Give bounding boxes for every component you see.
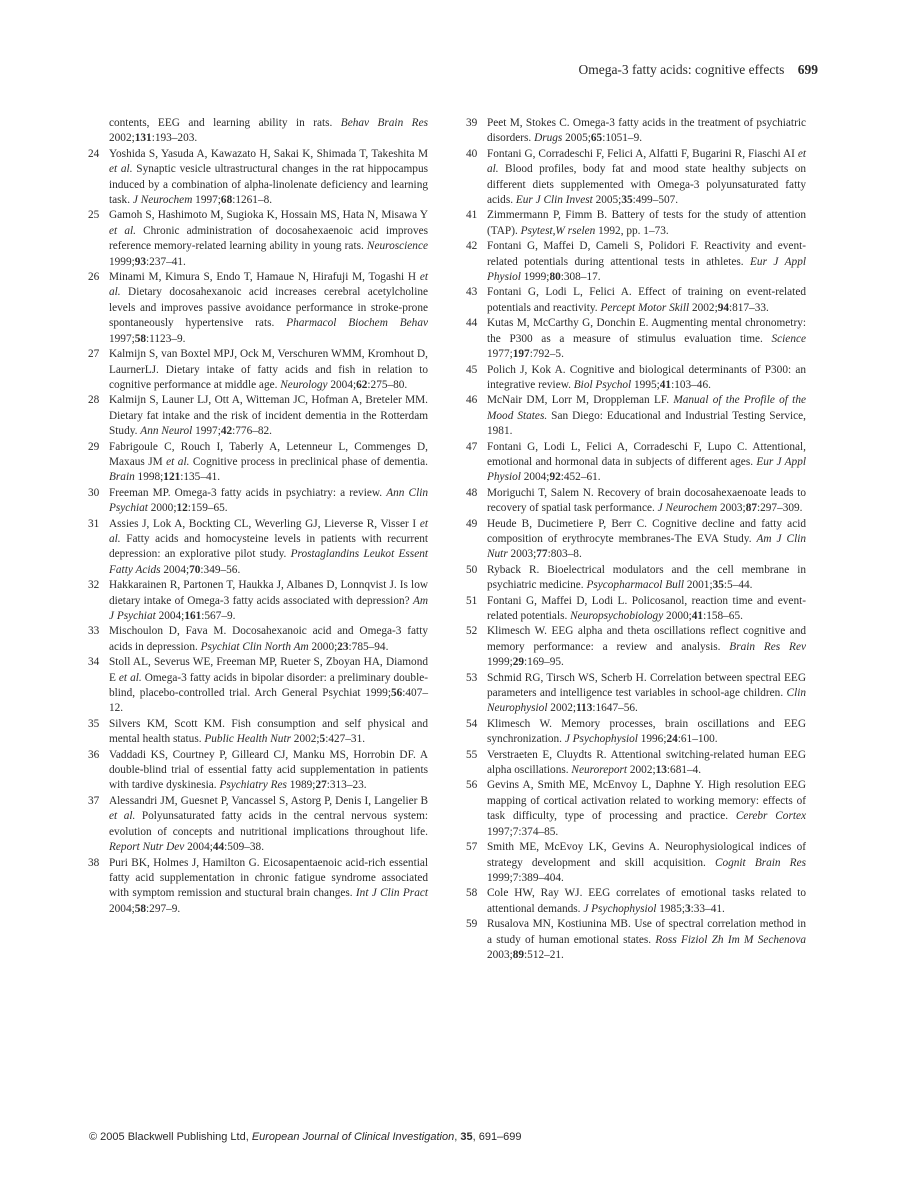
bold-volume: 70: [189, 563, 201, 576]
text-run: ,: [454, 1131, 461, 1143]
reference-number: 24: [88, 147, 100, 160]
reference-entry: [88, 440, 428, 486]
text-run: 2001;: [684, 579, 713, 592]
bold-volume: 58: [134, 902, 147, 915]
italic-text: Psytest,W rselen: [520, 224, 596, 237]
bold-volume: 56: [390, 687, 403, 700]
italic-text: Eur J Appl Physiol: [487, 455, 806, 484]
reference-number: 57: [466, 841, 478, 854]
text-run: 2003;: [507, 548, 537, 561]
italic-text: Pharmacol Biochem Behav: [286, 317, 428, 330]
text-run: :817–33.: [729, 301, 769, 314]
text-run: Schmid RG, Tirsch WS, Scherb H. Correlation between spectral EEG parameters and intelligence test variables in school-age children.: [487, 671, 806, 700]
text-run: San Diego: Educational and Industrial Testing Service, 1981.: [487, 409, 806, 438]
text-run: :1647–56.: [592, 702, 638, 715]
text-run: 2004;: [155, 610, 185, 622]
italic-text: Behav Brain Res: [340, 117, 428, 129]
italic-text: Brain Res Rev: [729, 640, 806, 653]
text-run: 2004;: [327, 378, 357, 391]
reference-number: 43: [466, 286, 478, 299]
italic-text: Drugs: [534, 132, 563, 145]
bold-volume: 23: [337, 640, 349, 653]
bold-volume: 94: [717, 301, 730, 314]
text-run: 2000;: [147, 502, 177, 515]
italic-text: European Journal of Clinical Investigation: [251, 1131, 455, 1143]
text-run: :681–4.: [666, 764, 702, 777]
copyright-footer: [89, 1131, 522, 1143]
text-run: 2005;: [562, 132, 591, 145]
text-run: :33–41.: [690, 902, 725, 915]
text-run: Klimesch W. EEG alpha and theta oscillations reflect cognitive and memory performance: a review and analysis.: [487, 625, 806, 653]
reference-number: 29: [88, 440, 100, 453]
text-run: :776–82.: [232, 425, 272, 438]
text-run: Fontani G, Lodi L, Felici A. Effect of training on event-related potentials and reactivity.: [487, 286, 806, 314]
reference-entry: [466, 563, 806, 594]
reference-entry: [88, 624, 428, 655]
italic-text: Neuropsychobiology: [570, 610, 664, 622]
text-run: Smith ME, McEvoy LK, Gevins A. Neurophysiological indices of strategy development and skill acquisition.: [487, 841, 806, 869]
text-run: :567–9.: [201, 610, 236, 622]
bold-volume: 41: [659, 378, 672, 391]
italic-text: et al.: [487, 147, 806, 176]
running-title: Omega-3 fatty acids: cognitive effects: [578, 62, 785, 77]
text-run: Heude B, Ducimetiere P, Berr C. Cognitive decline and fatty acid composition of erythrocyte membranes-The EVA Study.: [487, 517, 806, 545]
italic-text: Manual of the Profile of the Mood States.: [487, 394, 806, 422]
italic-text: Am J Clin Nutr: [487, 532, 807, 561]
reference-number: 31: [88, 517, 100, 530]
text-run: 2004;: [109, 902, 135, 915]
text-run: 2000;: [308, 640, 338, 653]
reference-entry: [466, 778, 806, 840]
text-run: :427–31.: [325, 733, 366, 746]
text-run: 1995;: [631, 378, 660, 391]
reference-entry: [466, 517, 806, 563]
italic-text: Eur J Clin Invest: [515, 194, 593, 207]
text-run: 2002;: [689, 301, 718, 314]
text-run: Puri BK, Holmes J, Hamilton G. Eicosapentaenoic acid-rich essential fatty acid supplementation in chronic fatigue syndrome associated with symptom remission and stuctural brain changes.: [109, 856, 428, 900]
text-run: :237–41.: [146, 255, 186, 268]
text-run: 2000;: [663, 610, 692, 622]
page-number: 699: [797, 62, 818, 77]
text-run: Rusalova MN, Kostiunina MB. Use of spectral correlation method in a study of human emotional states.: [487, 918, 806, 946]
text-run: Yoshida S, Yasuda A, Kawazato H, Sakai K, Shimada T, Takeshita M: [109, 147, 428, 160]
italic-text: Cognit Brain Res: [714, 856, 806, 869]
text-run: :308–17.: [560, 271, 601, 284]
reference-entry: [466, 116, 806, 147]
bold-volume: 35: [712, 579, 724, 592]
text-run: 1997;: [192, 425, 221, 438]
text-run: Ryback R. Bioelectrical modulators and the cell membrane in psychiatric medicine.: [487, 563, 806, 592]
text-run: :5–44.: [723, 579, 753, 592]
reference-entry: [88, 208, 428, 270]
bold-volume: 92: [549, 471, 561, 484]
reference-number: 58: [466, 887, 478, 900]
bold-volume: 5: [319, 733, 326, 746]
text-run: Fontani G, Maffei D, Lodi L. Policosanol, reaction time and event-related potentials.: [487, 594, 806, 622]
text-run: :61–100.: [677, 733, 718, 746]
reference-entry: [88, 517, 428, 579]
reference-entry: [88, 856, 428, 918]
reference-entry: [466, 624, 806, 670]
text-run: Dietary docosahexanoic acid increases cerebral acetylcholine levels and improves passive avoidance performance in stroke-prone spontaneously hypertensive rats.: [109, 286, 428, 330]
reference-entry: [466, 671, 806, 717]
bold-volume: 62: [356, 378, 368, 391]
text-run: Polich J, Kok A. Cognitive and biological determinants of P300: an integrative review.: [487, 363, 806, 391]
text-run: :785–94.: [348, 640, 389, 653]
text-run: 1998;: [134, 471, 164, 484]
reference-entry: [88, 147, 428, 209]
italic-text: et al.: [166, 455, 190, 468]
reference-number: 46: [466, 394, 478, 407]
italic-text: J Psychophysiol: [583, 902, 657, 915]
text-run: :509–38.: [224, 841, 265, 854]
reference-number: 49: [466, 517, 478, 530]
bold-volume: 121: [163, 471, 181, 484]
text-run: :297–309.: [757, 502, 803, 515]
text-run: 1992, pp. 1–73.: [595, 224, 669, 237]
reference-number: 36: [88, 748, 100, 761]
reference-number: 30: [88, 486, 100, 499]
bold-volume: 87: [745, 502, 757, 515]
reference-number: 39: [466, 117, 478, 129]
italic-text: J Neurochem: [657, 502, 718, 515]
bold-volume: 35: [460, 1131, 473, 1143]
text-run: 1996;: [637, 733, 667, 746]
bold-volume: 113: [576, 702, 593, 715]
text-run: Polyunsaturated fatty acids in the central nervous system: evolution of concepts and nutritional implications throughout life.: [109, 810, 428, 838]
reference-number: 27: [88, 348, 100, 361]
text-run: 1997;: [109, 332, 135, 345]
text-run: :169–95.: [524, 656, 564, 669]
reference-number: 26: [88, 271, 100, 284]
reference-number: 38: [88, 856, 100, 869]
text-run: 2004;: [520, 471, 550, 484]
text-run: :275–80.: [367, 378, 408, 391]
text-run: 1999;7:389–404.: [487, 871, 564, 884]
italic-text: et al.: [109, 224, 136, 237]
text-run: Moriguchi T, Salem N. Recovery of brain docosahexaenoate leads to recovery of spatial task performance.: [487, 486, 806, 515]
text-run: Kalmijn S, Launer LJ, Ott A, Witteman JC, Hofman A, Breteler MM. Dietary fat intake and the risk of incident dementia in the Rotterdam Study.: [109, 394, 428, 438]
reference-number: 34: [88, 656, 100, 669]
text-run: Gamoh S, Hashimoto M, Sugioka K, Hossain MS, Hata N, Misawa Y: [109, 209, 428, 222]
text-run: Klimesch W. Memory processes, brain oscillations and EEG synchronization.: [487, 717, 806, 746]
italic-text: Public Health Nutr: [204, 733, 291, 746]
reference-list-left-column: [88, 116, 428, 917]
italic-text: et al.: [109, 163, 133, 176]
text-run: Fabrigoule C, Rouch I, Taberly A, Letenneur L, Commenges D, Maxaus JM: [109, 440, 428, 468]
text-run: 1997;: [192, 194, 221, 207]
reference-number: 45: [466, 363, 478, 376]
reference-entry: [88, 393, 428, 439]
text-run: Fontani G, Lodi L, Felici A, Corradeschi F, Lupo C. Attentional, emotional and hormonal data in subjects of different ages.: [487, 440, 806, 468]
bold-volume: 42: [220, 425, 233, 438]
text-run: Gevins A, Smith ME, McEnvoy L, Daphne Y. High resolution EEG mapping of cortical activation related to working memory: effects of task difficulty, type of processing and practice.: [487, 779, 806, 823]
text-run: :158–65.: [703, 610, 743, 622]
bold-volume: 44: [212, 841, 225, 854]
reference-entry: [466, 440, 806, 486]
reference-entry: [466, 393, 806, 439]
text-run: 1999;: [109, 255, 135, 268]
text-run: Synaptic vesicle ultrastructural changes in the rat hippocampus induced by a combination of alpha-linolenate deficiency and learning task.: [109, 163, 428, 207]
reference-entry: [88, 794, 428, 856]
text-run: 1977;: [487, 348, 513, 361]
text-run: :803–8.: [547, 548, 582, 561]
bold-volume: 3: [684, 902, 691, 915]
reference-entry: [466, 239, 806, 285]
reference-number: 35: [88, 717, 100, 730]
text-run: 1999;: [487, 656, 513, 669]
text-run: 2002;: [109, 132, 135, 145]
italic-text: Report Nutr Dev: [109, 841, 185, 854]
text-run: 2003;: [487, 948, 513, 961]
text-run: 1999;: [520, 271, 550, 284]
italic-text: Ann Clin Psychiat: [109, 486, 429, 515]
text-run: 2002;: [547, 702, 577, 715]
text-run: Omega-3 fatty acids in bipolar disorder: a preliminary double-blind, placebo-controlled trial. Arch General Psychiat 1999;: [109, 671, 428, 700]
italic-text: Psychiatry Res: [219, 779, 287, 792]
reference-entry: [88, 347, 428, 393]
italic-text: Neuroscience: [366, 240, 428, 253]
reference-number: 41: [466, 209, 478, 222]
reference-number: 48: [466, 486, 478, 499]
reference-number: 52: [466, 625, 478, 638]
reference-number: 53: [466, 671, 478, 684]
italic-text: Am J Psychiat: [109, 594, 428, 622]
bold-volume: 80: [549, 271, 561, 284]
bold-volume: 13: [655, 764, 667, 777]
bold-volume: 77: [536, 548, 548, 561]
reference-number: 40: [466, 147, 478, 160]
reference-entry: [88, 748, 428, 794]
text-run: :135–41.: [180, 471, 221, 484]
text-run: Cole HW, Ray WJ. EEG correlates of emotional tasks related to attentional demands.: [487, 887, 806, 915]
text-run: Kalmijn S, van Boxtel MPJ, Ock M, Verschuren WMM, Kromhout D, LaurnerLJ. Dietary intake of fatty acids and fish in relation to cognitive performance at middle age.: [109, 348, 428, 391]
text-run: Kutas M, McCarthy G, Donchin E. Augmenting mental chronometry: the P300 as a measure of stimulus evaluation time.: [487, 317, 806, 345]
text-run: 1989;: [286, 779, 316, 792]
reference-entry: [466, 748, 806, 779]
text-run: , 691–699: [472, 1131, 522, 1143]
reference-entry: [466, 486, 806, 517]
text-run: Fontani G, Corradeschi F, Felici A, Alfatti F, Bugarini R, Fiaschi AI: [487, 147, 798, 160]
text-run: :159–65.: [187, 502, 228, 515]
text-run: Mischoulon D, Fava M. Docosahexanoic acid and Omega-3 fatty acids in depression.: [109, 625, 428, 653]
reference-number: 33: [88, 625, 100, 638]
text-run: Hakkarainen R, Partonen T, Haukka J, Albanes D, Lonnqvist J. Is low dietary intake of Omega-3 fatty acids associated with depression?: [109, 579, 428, 607]
italic-text: et al.: [109, 271, 428, 299]
bold-volume: 131: [134, 132, 152, 145]
text-run: © 2005 Blackwell Publishing Ltd,: [89, 1131, 252, 1143]
bold-volume: 41: [691, 610, 704, 622]
text-run: :1123–9.: [146, 332, 186, 345]
reference-number: 44: [466, 317, 478, 330]
italic-text: Eur J Appl Physiol: [487, 255, 806, 284]
reference-number: 56: [466, 779, 478, 792]
text-run: :313–23.: [326, 779, 367, 792]
text-run: :103–46.: [671, 378, 711, 391]
reference-number: 54: [466, 717, 478, 730]
text-run: Blood profiles, body fat and mood state healthy subjects on different diets supplemented with Omega-3 polyunsaturated fatty acids.: [487, 163, 806, 207]
text-run: :349–56.: [200, 563, 241, 576]
bold-volume: 161: [184, 610, 202, 622]
italic-text: et al.: [109, 810, 136, 823]
italic-text: Clin Neurophysiol: [487, 687, 806, 715]
italic-text: Ann Neurol: [140, 425, 193, 438]
text-run: 2002;: [290, 733, 320, 746]
italic-text: Neuroreport: [571, 764, 628, 777]
reference-entry: [466, 316, 806, 362]
reference-entry: [466, 717, 806, 748]
text-run: contents, EEG and learning ability in rats.: [109, 117, 341, 129]
italic-text: Psycopharmacol Bull: [586, 579, 685, 592]
text-run: McNair DM, Lorr M, Droppleman LF.: [487, 394, 674, 407]
text-run: :1261–8.: [232, 194, 273, 207]
bold-volume: 35: [621, 194, 633, 207]
text-run: Chronic administration of docosahexaenoic acid improves reference memory-related learning ability in young rats.: [109, 224, 429, 253]
text-run: Vaddadi KS, Courtney P, Gilleard CJ, Manku MS, Horrobin DF. A double-blind trial of essential fatty acid supplementation in patients with tardive dyskinesia.: [109, 748, 428, 792]
italic-text: Brain: [109, 471, 135, 484]
bold-volume: 197: [512, 348, 530, 361]
text-run: :499–507.: [632, 194, 679, 207]
text-run: Silvers KM, Scott KM. Fish consumption and self physical and mental health status.: [109, 717, 428, 746]
text-run: :297–9.: [146, 902, 181, 915]
bold-volume: 65: [590, 132, 603, 145]
text-run: :452–61.: [560, 471, 601, 484]
text-run: Peet M, Stokes C. Omega-3 fatty acids in the treatment of psychiatric disorders.: [487, 117, 806, 145]
reference-entry: [88, 717, 428, 748]
reference-entry: [88, 578, 428, 624]
reference-entry: [466, 363, 806, 394]
reference-number: 59: [466, 918, 478, 931]
reference-entry: [466, 917, 806, 963]
text-run: Fatty acids and homocysteine levels in patients with recurrent depression: an explorative pilot study.: [109, 532, 428, 561]
text-run: 2004;: [160, 563, 190, 576]
reference-number: 55: [466, 748, 478, 761]
reference-number: 51: [466, 594, 478, 607]
bold-volume: 58: [134, 332, 147, 345]
reference-number: 50: [466, 563, 478, 576]
text-run: Alessandri JM, Guesnet P, Vancassel S, Astorg P, Denis I, Langelier B: [109, 794, 428, 807]
text-run: Fontani G, Maffei D, Cameli S, Polidori F. Reactivity and event-related potentials during attentional tests in athletes.: [487, 240, 806, 268]
text-run: Zimmermann P, Fimm B. Battery of tests for the study of attention (TAP).: [487, 209, 806, 237]
reference-entry: [466, 208, 806, 239]
text-run: Cognitive process in preclinical phase of dementia.: [189, 455, 429, 468]
reference-number: 28: [88, 394, 100, 407]
text-run: 1985;: [656, 902, 685, 915]
running-header: [578, 62, 818, 78]
reference-entry: [88, 270, 428, 347]
italic-text: et al.: [109, 517, 428, 545]
bold-volume: 29: [512, 656, 525, 669]
bold-volume: 68: [220, 194, 233, 207]
reference-entry: [88, 116, 428, 147]
text-run: 2004;: [184, 841, 213, 854]
italic-text: Int J Clin Pract: [355, 887, 428, 900]
italic-text: Ross Fiziol Zh Im M Sechenova: [655, 933, 806, 946]
italic-text: Psychiat Clin North Am: [200, 640, 309, 653]
reference-entry: [88, 655, 428, 717]
italic-text: J Neurochem: [132, 194, 193, 207]
text-run: :792–5.: [529, 348, 564, 361]
text-run: Verstraeten E, Cluydts R. Attentional switching-related human EEG alpha oscillations.: [487, 748, 806, 777]
reference-entry: [466, 285, 806, 316]
reference-entry: [466, 147, 806, 209]
reference-number: 25: [88, 209, 100, 222]
bold-volume: 12: [176, 502, 188, 515]
italic-text: J Psychophysiol: [564, 733, 638, 746]
bold-volume: 24: [666, 733, 678, 746]
text-run: :1051–9.: [602, 132, 643, 145]
bold-volume: 93: [134, 255, 147, 268]
italic-text: Percept Motor Skill: [600, 301, 690, 314]
text-run: :512–21.: [524, 948, 564, 961]
text-run: :407–12.: [109, 687, 428, 715]
reference-entry: [88, 486, 428, 517]
text-run: 2005;: [592, 194, 622, 207]
reference-number: 32: [88, 579, 100, 592]
italic-text: Biol Psychol: [573, 378, 632, 391]
text-run: Minami M, Kimura S, Endo T, Hamaue N, Hirafuji M, Togashi H: [109, 271, 420, 284]
text-run: :193–203.: [151, 132, 198, 145]
bold-volume: 27: [315, 779, 327, 792]
text-run: 2002;: [627, 764, 656, 777]
italic-text: Science: [771, 332, 806, 345]
reference-number: 37: [88, 794, 100, 807]
reference-number: 42: [466, 240, 478, 253]
italic-text: Cerebr Cortex: [735, 810, 807, 823]
text-run: Freeman MP. Omega-3 fatty acids in psychiatry: a review.: [109, 486, 387, 499]
bold-volume: 89: [512, 948, 525, 961]
italic-text: et al.: [118, 671, 142, 684]
text-run: 2003;: [717, 502, 746, 515]
reference-entry: [466, 594, 806, 625]
reference-list-right-column: [466, 116, 806, 963]
text-run: Stoll AL, Severus WE, Freeman MP, Rueter S, Zboyan HA, Diamond E: [109, 656, 428, 684]
reference-entry: [466, 886, 806, 917]
text-run: 1997;7:374–85.: [487, 825, 559, 838]
italic-text: Prostaglandins Leukot Essent Fatty Acids: [109, 548, 428, 576]
reference-entry: [466, 840, 806, 886]
reference-number: 47: [466, 440, 478, 453]
text-run: Assies J, Lok A, Bockting CL, Weverling GJ, Lieverse R, Visser I: [109, 517, 420, 530]
italic-text: Neurology: [280, 378, 328, 391]
